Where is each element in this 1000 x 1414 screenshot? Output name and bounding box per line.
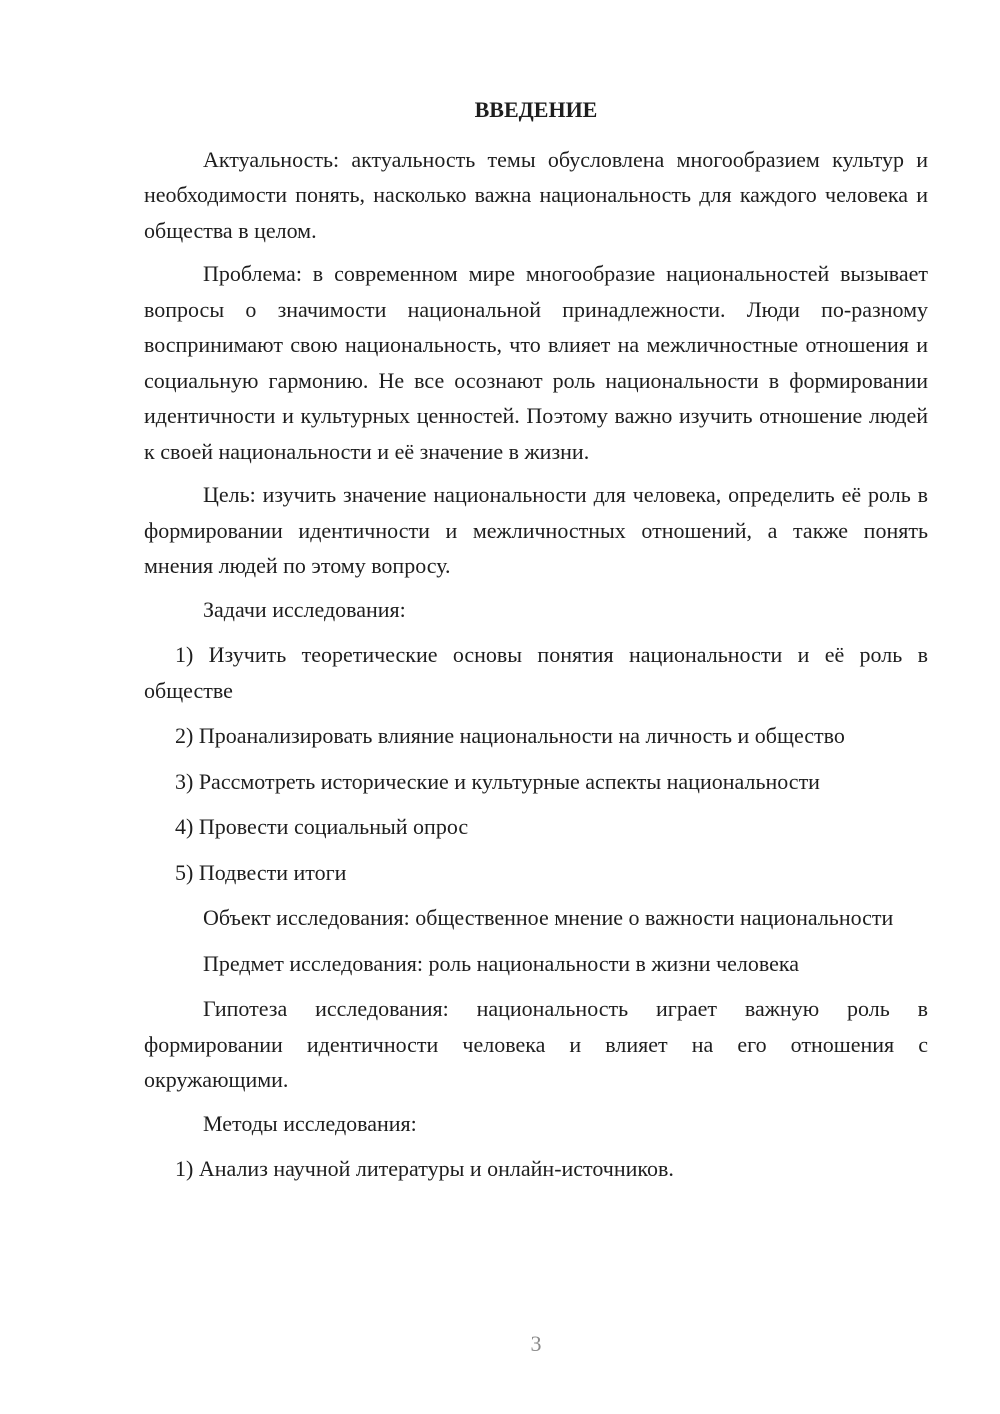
problem-paragraph: Проблема: в современном мире многообразие национальностей вызывает вопросы о значимости национальной принадлежности. Люди по-разному воспринимают свою национальность, что влияет на межличностные отношения и социальную гармонию. Не все осознают роль национальности в формировании идентичности и культурных ценностей. Поэтому важно изучить отношение людей к своей национальности и её значение в жизни. — [144, 261, 928, 464]
task-item: 5) Подвести итоги — [175, 859, 347, 885]
tasks-heading: Задачи исследования: — [203, 596, 406, 622]
task-item: 4) Провести социальный опрос — [175, 814, 469, 839]
object-paragraph: Объект исследования: общественное мнение о важности национальности — [203, 905, 894, 930]
section-title: ВВЕДЕНИЕ — [474, 97, 598, 122]
task-item: 2) Проанализировать влияние национальности на личность и общество — [175, 723, 845, 748]
subject-paragraph: Предмет исследования: роль национальности в жизни человека — [203, 950, 800, 976]
methods-heading: Методы исследования: — [203, 1110, 417, 1136]
method-item: 1) Анализ научной литературы и онлайн-источников. — [175, 1156, 674, 1181]
page-number: 3 — [530, 1331, 542, 1356]
hypothesis-paragraph: Гипотеза исследования: национальность играет важную роль в формировании идентичности человека и влияет на его отношения с окружающими. — [144, 996, 928, 1092]
page-content — [144, 92, 928, 1197]
goal-paragraph: Цель: изучить значение национальности для человека, определить её роль в формировании идентичности и межличностных отношений, а также понять мнения людей по этому вопросу. — [144, 482, 928, 578]
task-item: 1) Изучить теоретические основы понятия национальности и её роль в обществе — [144, 642, 928, 703]
relevance-paragraph: Актуальность: актуальность темы обусловлена многообразием культур и необходимости понять, насколько важна национальность для каждого человека и общества в целом. — [144, 146, 928, 243]
task-item: 3) Рассмотреть исторические и культурные аспекты национальности — [175, 768, 820, 794]
